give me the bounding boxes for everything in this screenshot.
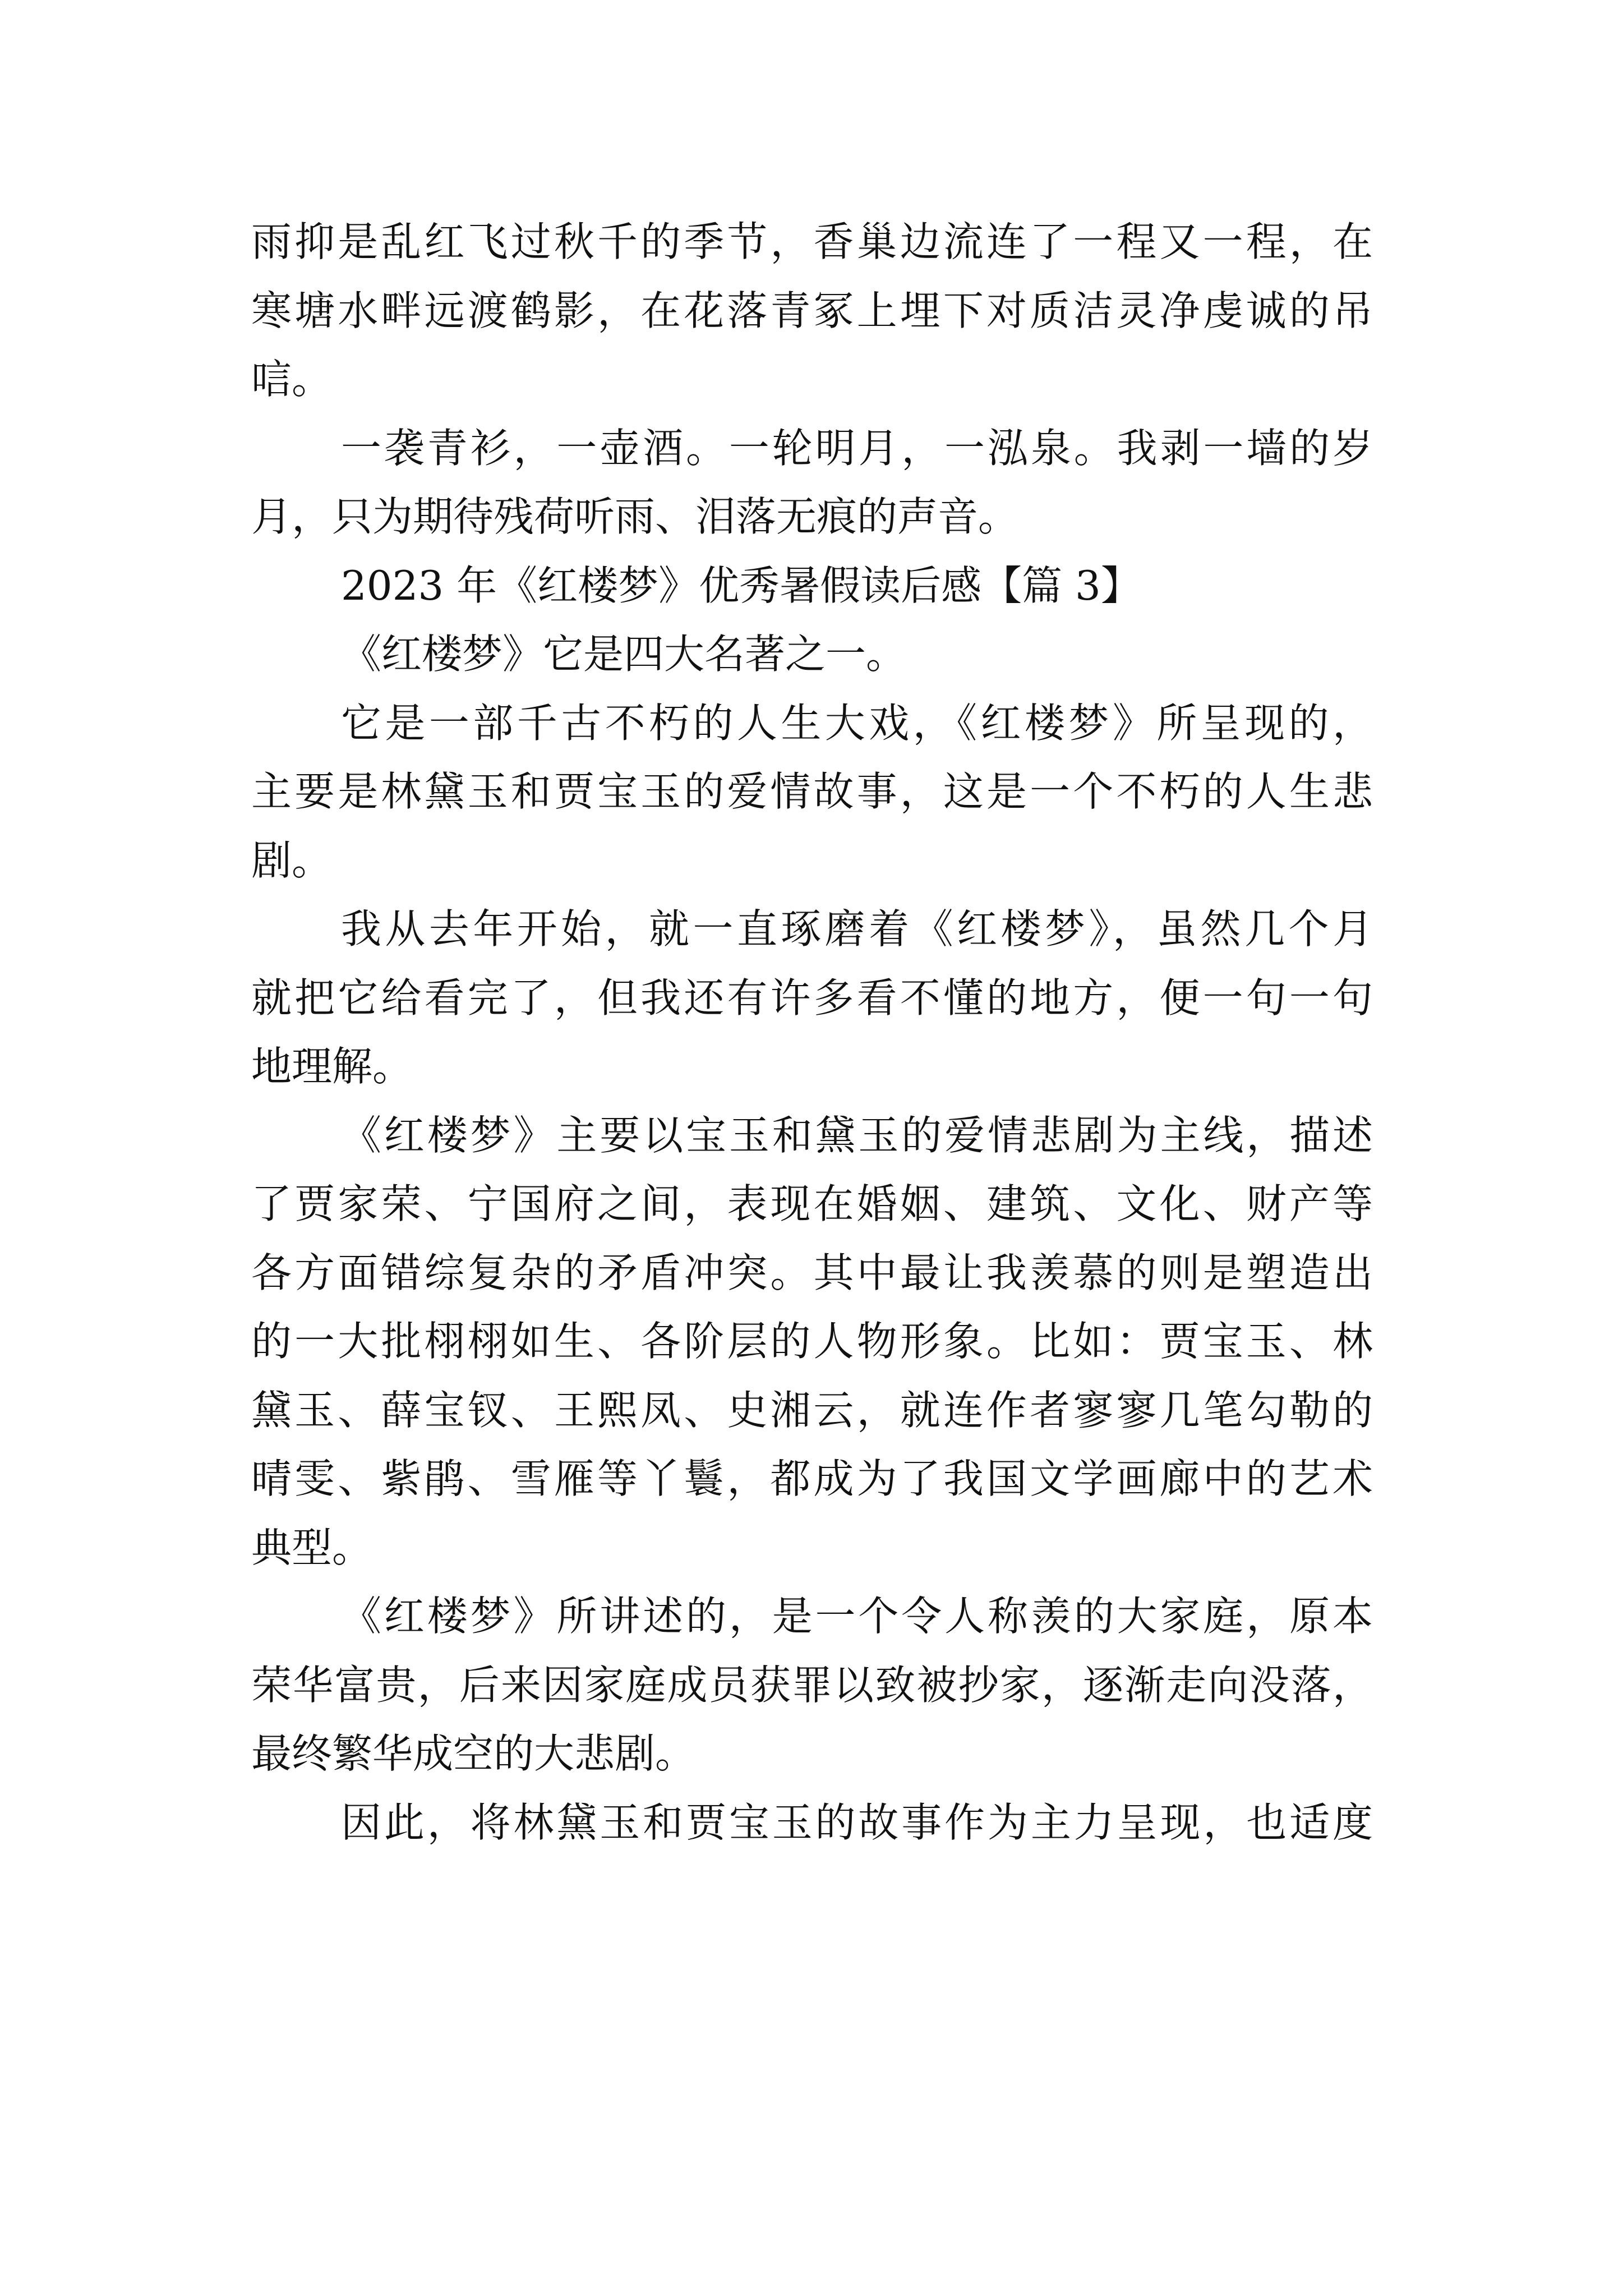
text-line: 荣华富贵，后来因家庭成员获罪以致被抄家，逐渐走向没落， xyxy=(251,1661,1373,1709)
text-line: 最终繁华成空的大悲剧。 xyxy=(251,1730,696,1777)
text-line: 唁。 xyxy=(251,356,333,403)
text-line: 因此，将林黛玉和贾宝玉的故事作为主力呈现，也适度 xyxy=(341,1798,1373,1846)
text-line: 典型。 xyxy=(251,1524,373,1571)
text-line: 的一大批栩栩如生、各阶层的人物形象。比如：贾宝玉、林 xyxy=(251,1318,1373,1365)
text-line: 主要是林黛玉和贾宝玉的爱情故事，这是一个不朽的人生悲 xyxy=(251,768,1373,815)
text-line: 《红楼梦》主要以宝玉和黛玉的爱情悲剧为主线，描述 xyxy=(341,1111,1373,1159)
text-line: 雨抑是乱红飞过秋千的季节，香巢边流连了一程又一程，在 xyxy=(251,218,1373,265)
text-line: 寒塘水畔远渡鹤影，在花落青冢上埋下对质洁灵净虔诚的吊 xyxy=(251,287,1373,334)
text-line: 一袭青衫，一壶酒。一轮明月，一泓泉。我剥一墙的岁 xyxy=(341,424,1373,472)
text-line: 它是一部千古不朽的人生大戏，《红楼梦》所呈现的， xyxy=(341,699,1373,747)
text-line: 《红楼梦》所讲述的，是一个令人称羡的大家庭，原本 xyxy=(341,1593,1373,1640)
text-line: 了贾家荣、宁国府之间，表现在婚姻、建筑、文化、财产等 xyxy=(251,1180,1373,1227)
text-line: 剧。 xyxy=(251,836,333,884)
body-text xyxy=(251,208,1373,1857)
section-heading: 2023 年《红楼梦》优秀暑假读后感【篇 3】 xyxy=(341,562,1141,609)
text-line: 我从去年开始，就一直琢磨着《红楼梦》，虽然几个月 xyxy=(341,905,1373,953)
text-line: 月，只为期待残荷听雨、泪落无痕的声音。 xyxy=(251,493,1019,540)
text-line: 地理解。 xyxy=(251,1043,413,1090)
text-line: 《红楼梦》它是四大名著之一。 xyxy=(341,631,907,678)
text-line: 各方面错综复杂的矛盾冲突。其中最让我羡慕的则是塑造出 xyxy=(251,1249,1373,1296)
text-line: 黛玉、薛宝钗、王熙凤、史湘云，就连作者寥寥几笔勾勒的 xyxy=(251,1386,1373,1434)
text-line: 就把它给看完了，但我还有许多看不懂的地方，便一句一句 xyxy=(251,974,1373,1022)
text-line: 晴雯、紫鹃、雪雁等丫鬟，都成为了我国文学画廊中的艺术 xyxy=(251,1455,1373,1502)
